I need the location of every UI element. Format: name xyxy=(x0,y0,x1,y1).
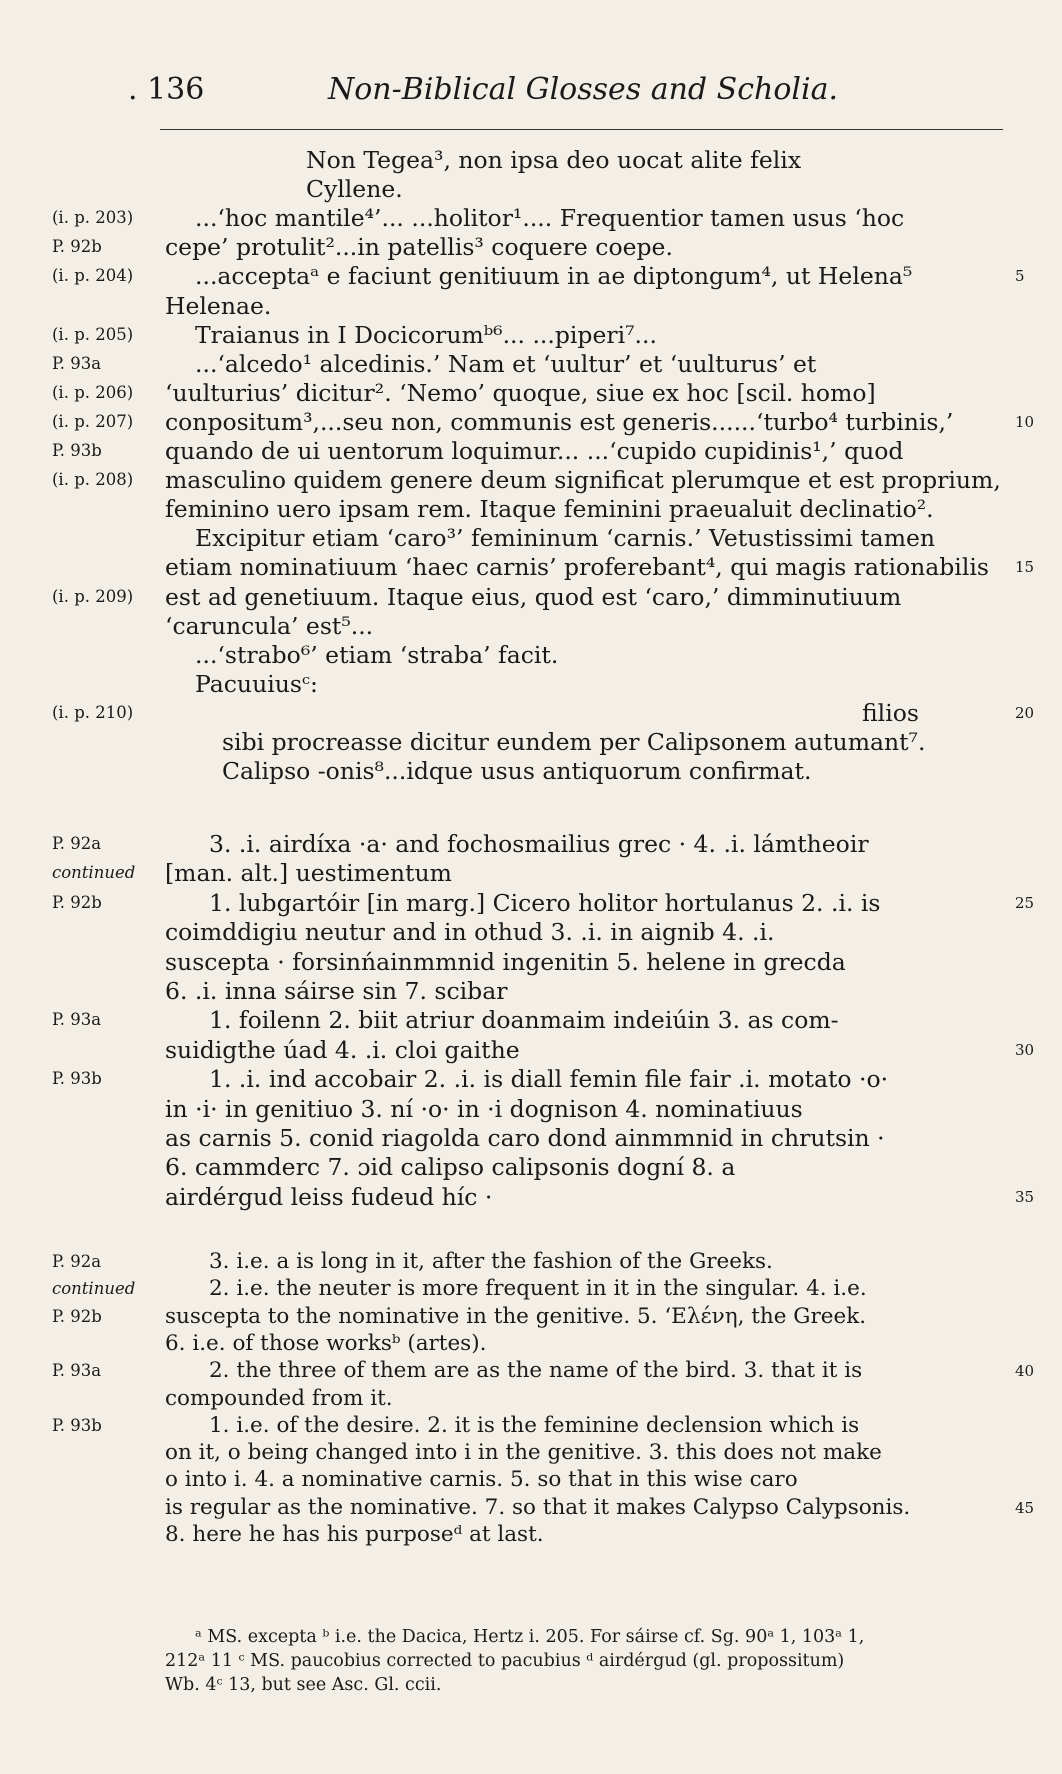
latin-line xyxy=(0,727,1062,757)
line-text: est ad genetiuum. Itaque eius, quod est ‘caro,’ dimminutiuum xyxy=(165,582,902,611)
line-text: 6. cammderc 7. ɔid calipso calipsonis dogní 8. a xyxy=(165,1153,736,1182)
translation-line xyxy=(0,1302,1062,1332)
margin-reference: P. 93a xyxy=(52,1010,102,1030)
line-text: suidigthe úad 4. .i. cloi gaithe xyxy=(165,1035,520,1064)
margin-reference: P. 92a xyxy=(52,834,102,853)
margin-reference: (i. p. 208) xyxy=(52,470,134,490)
line-text: 1. .i. ind accobair 2. .i. is diall femin file fair .i. motato ·o· xyxy=(209,1065,889,1094)
running-title: Non-Biblical Glosses and Scholia. xyxy=(328,72,839,107)
line-text: Cyllene. xyxy=(306,175,403,204)
line-number: 40 xyxy=(1015,1362,1035,1381)
line-number: 45 xyxy=(1015,1498,1035,1517)
line-text: is regular as the nominative. 7. so that it makes Calypso Calypsonis. xyxy=(165,1494,911,1520)
line-text: 2. the three of them are as the name of the bird. 3. that it is xyxy=(209,1358,863,1384)
line-number: 20 xyxy=(1015,703,1035,722)
line-text: ...acceptaᵃ e faciunt genitiuum in ae diptongum⁴, ut Helena⁵ xyxy=(195,262,913,291)
line-text: feminino uero ipsam rem. Itaque feminini praeualuit declinatio². xyxy=(165,495,934,524)
margin-reference: P. 93b xyxy=(52,441,102,460)
line-text: 1. lubgartóir [in marg.] Cicero holitor hortulanus 2. .i. is xyxy=(209,888,881,917)
latin-line xyxy=(0,349,1062,379)
line-text: cepe’ protulit²...in patellis³ coquere coepe. xyxy=(165,233,673,262)
line-text: filios xyxy=(862,698,919,727)
translation-line xyxy=(0,1411,1062,1441)
line-text: Pacuuiusᶜ: xyxy=(195,669,318,698)
line-text: o into i. 4. a nominative carnis. 5. so that in this wise caro xyxy=(165,1467,798,1493)
translation-line xyxy=(0,1274,1062,1304)
latin-line xyxy=(0,261,1062,291)
line-text: airdérgud leiss fudeud híc · xyxy=(165,1182,493,1211)
running-header xyxy=(128,72,1008,116)
line-text: ‘uulturius’ dicitur². ‘Nemo’ quoque, siue ex hoc [scil. homo] xyxy=(165,378,876,407)
line-text: suscepta to the nominative in the genitive. 5. ‘Ελένη, the Greek. xyxy=(165,1303,867,1329)
latin-line xyxy=(0,203,1062,233)
line-text: Traianus in I Docicorumᵇ⁶... ...piperi⁷... xyxy=(195,320,657,349)
margin-reference: (i. p. 204) xyxy=(52,266,134,286)
line-text: 2. i.e. the neuter is more frequent in it in the singular. 4. i.e. xyxy=(209,1276,867,1302)
latin-line xyxy=(0,523,1062,553)
line-text: quando de ui uentorum loquimur... ...‘cupido cupidinis¹,’ quod xyxy=(165,437,904,465)
line-text: 3. i.e. a is long in it, after the fashion of the Greeks. xyxy=(209,1249,773,1274)
margin-reference: (i. p. 210) xyxy=(52,702,134,722)
irish-line xyxy=(0,1094,1062,1124)
line-text: 8. here he has his purposeᵈ at last. xyxy=(165,1522,544,1547)
line-text: 1. foilenn 2. biit atriur doanmaim indeiúin 3. as com- xyxy=(209,1006,839,1035)
irish-line xyxy=(0,1123,1062,1153)
line-number: 15 xyxy=(1015,558,1035,577)
line-text: ‘caruncula’ est⁵... xyxy=(165,611,374,640)
margin-reference: (i. p. 203) xyxy=(52,208,134,228)
margin-reference: P. 92b xyxy=(52,237,102,257)
line-text: 6. i.e. of those worksᵇ (artes). xyxy=(165,1330,487,1356)
header-rule xyxy=(160,129,1003,130)
irish-line xyxy=(0,1035,1062,1065)
margin-reference: P. 92b xyxy=(52,1306,102,1326)
translation-line xyxy=(0,1520,1062,1550)
line-number: 25 xyxy=(1015,893,1035,912)
line-text: on it, o being changed into i in the genitive. 3. this does not make xyxy=(165,1440,882,1466)
irish-line xyxy=(0,976,1062,1006)
latin-line xyxy=(0,174,1062,204)
translation-line xyxy=(0,1438,1062,1468)
line-number: 10 xyxy=(1015,412,1035,431)
line-text: ...‘hoc mantile⁴’... ...holitor¹.... Frequentior tamen usus ‘hoc xyxy=(195,204,905,233)
margin-reference: P. 93a xyxy=(52,353,102,373)
line-text: coimddigiu neutur and in othud 3. .i. in aignib 4. .i. xyxy=(165,918,775,947)
latin-line xyxy=(0,756,1062,786)
latin-line xyxy=(0,407,1062,437)
latin-line xyxy=(0,378,1062,408)
latin-line xyxy=(0,494,1062,524)
latin-line xyxy=(0,611,1062,641)
latin-line xyxy=(0,698,1062,728)
translation-line xyxy=(0,1329,1062,1359)
line-text: compounded from it. xyxy=(165,1385,393,1411)
line-text: in ·i· in genitiuo 3. ní ·o· in ·i dognison 4. nominatiuus xyxy=(165,1094,803,1123)
line-text: etiam nominatiuum ‘haec carnis’ proferebant⁴, qui magis rationabilis xyxy=(165,553,989,582)
margin-reference: P. 92a xyxy=(52,1252,102,1271)
line-text: [man. alt.] uestimentum xyxy=(165,859,452,888)
line-text: masculino quidem genere deum significat plerumque et est proprium, xyxy=(165,466,1001,495)
line-text: sibi procreasse dicitur eundem per Calipsonem autumant⁷. xyxy=(222,728,926,756)
latin-line xyxy=(0,436,1062,466)
margin-reference: (i. p. 207) xyxy=(52,411,134,431)
translation-line xyxy=(0,1356,1062,1386)
irish-line xyxy=(0,858,1062,888)
irish-line xyxy=(0,888,1062,918)
latin-line xyxy=(0,291,1062,321)
line-text: ...‘strabo⁶’ etiam ‘straba’ facit. xyxy=(195,640,559,669)
latin-line xyxy=(0,582,1062,612)
line-text: Calipso -onis⁸...idque usus antiquorum confirmat. xyxy=(222,757,812,786)
line-text: ...‘alcedo¹ alcedinis.’ Nam et ‘uultur’ et ‘uulturus’ et xyxy=(195,349,817,378)
line-number: 5 xyxy=(1015,267,1025,286)
irish-line xyxy=(0,1182,1062,1212)
latin-line xyxy=(0,552,1062,582)
footnote-line: Wb. 4ᶜ 13, but see Asc. Gl. ccii. xyxy=(165,1675,442,1695)
irish-line xyxy=(0,829,1062,859)
latin-line xyxy=(0,320,1062,350)
margin-reference: P. 92b xyxy=(52,892,102,912)
margin-reference: P. 93b xyxy=(52,1069,102,1089)
translation-line xyxy=(0,1247,1062,1277)
latin-line xyxy=(0,145,1062,175)
irish-line xyxy=(0,1064,1062,1094)
margin-reference: (i. p. 206) xyxy=(52,382,134,402)
translation-line xyxy=(0,1465,1062,1495)
footnote-line: ᵃ MS. excepta ᵇ i.e. the Dacica, Hertz i. 205. For sáirse cf. Sg. 90ᵃ 1, 103ᵃ 1, xyxy=(195,1627,865,1647)
margin-reference: (i. p. 209) xyxy=(52,586,134,606)
line-text: as carnis 5. conid riagolda caro dond ainmmnid in chrutsin · xyxy=(165,1124,885,1152)
line-text: 1. i.e. of the desire. 2. it is the feminine declension which is xyxy=(209,1412,860,1438)
latin-line xyxy=(0,232,1062,262)
page-number: . 136 xyxy=(128,72,205,107)
margin-reference: continued xyxy=(52,1279,136,1299)
translation-line xyxy=(0,1493,1062,1523)
latin-line xyxy=(0,465,1062,495)
irish-line xyxy=(0,1152,1062,1182)
line-text: Helenae. xyxy=(165,291,272,320)
margin-reference: P. 93b xyxy=(52,1415,102,1435)
line-number: 35 xyxy=(1015,1187,1035,1206)
line-text: Excipitur etiam ‘caro³’ femininum ‘carnis.’ Vetustissimi tamen xyxy=(195,524,936,553)
translation-line xyxy=(0,1384,1062,1414)
irish-line xyxy=(0,1005,1062,1035)
line-text: conpositum³,...seu non, communis est generis......‘turbo⁴ turbinis,’ xyxy=(165,407,954,436)
irish-line xyxy=(0,947,1062,977)
line-text: 6. .i. inna sáirse sin 7. scibar xyxy=(165,977,508,1005)
line-text: 3. .i. airdíxa ·a· and fochosmailius grec · 4. .i. lámtheoir xyxy=(209,830,869,858)
margin-reference: continued xyxy=(52,863,136,883)
irish-line xyxy=(0,917,1062,947)
line-text: Non Tegea³, non ipsa deo uocat alite felix xyxy=(306,146,802,174)
line-text: suscepta · forsinńainmmnid ingenitin 5. helene in grecda xyxy=(165,947,846,976)
margin-reference: (i. p. 205) xyxy=(52,324,134,344)
latin-line xyxy=(0,640,1062,670)
latin-line xyxy=(0,669,1062,699)
margin-reference: P. 93a xyxy=(52,1361,102,1381)
line-number: 30 xyxy=(1015,1040,1035,1059)
footnote-line: 212ᵃ 11 ᶜ MS. paucobius corrected to pacubius ᵈ airdérgud (gl. propossitum) xyxy=(165,1651,845,1671)
